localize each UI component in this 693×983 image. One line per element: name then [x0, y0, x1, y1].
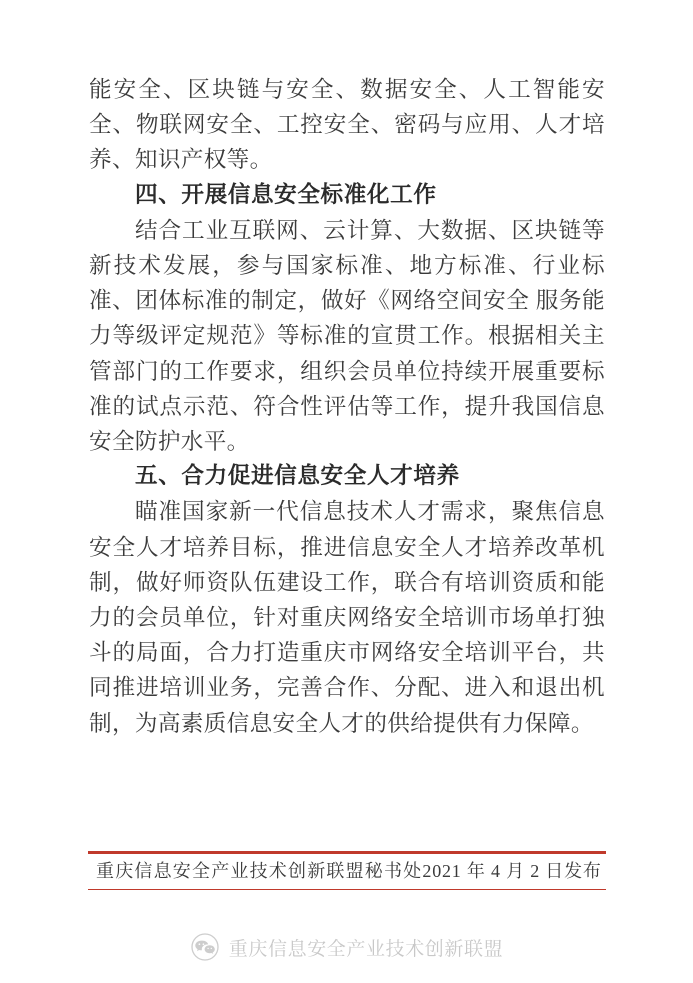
section-heading-four: 四、开展信息安全标准化工作 — [135, 181, 437, 208]
paragraph-continuation: 能安全、区块链与安全、数据安全、人工智能安全、物联网安全、工控安全、密码与应用、人才培养、知识产权等。 — [89, 77, 605, 173]
document-body — [89, 72, 605, 741]
footer-row — [88, 857, 606, 889]
footer-publish-date: 2021 年 4 月 2 日发布 — [422, 860, 602, 881]
section-heading-five: 五、合力促进信息安全人才培养 — [135, 463, 460, 490]
document-footer-block — [88, 851, 606, 890]
wechat-watermark — [0, 932, 693, 962]
wechat-official-account-icon — [190, 932, 220, 962]
footer-rule-thin — [88, 889, 606, 890]
paragraph-talent-cultivation: 瞄准国家新一代信息技术人才需求，聚焦信息安全人才培养目标，推进信息安全人才培养改革机制，做好师资队伍建设工作，联合有培训资质和能力的会员单位，针对重庆网络安全培训市场单打独斗的局面，合力打造重庆市网络安全培训平台，共同推进培训业务，完善合作、分配、进入和退出机制，为高素质信息安全人才的供给提供有力保障。 — [89, 499, 605, 736]
footer-issuer: 重庆信息安全产业技术创新联盟秘书处 — [96, 860, 423, 881]
paragraph-standardization-work: 结合工业互联网、云计算、大数据、区块链等新技术发展，参与国家标准、地方标准、行业标准、团体标准的制定，做好《网络空间安全 服务能力等级评定规范》等标准的宣贯工作。根据相关主管部门的工作要求，组织会员单位持续开展重要标准的试点示范、符合性评估等工作，提升我国信息安全防护水平。 — [89, 217, 605, 455]
wechat-account-name: 重庆信息安全产业技术创新联盟 — [228, 937, 504, 960]
